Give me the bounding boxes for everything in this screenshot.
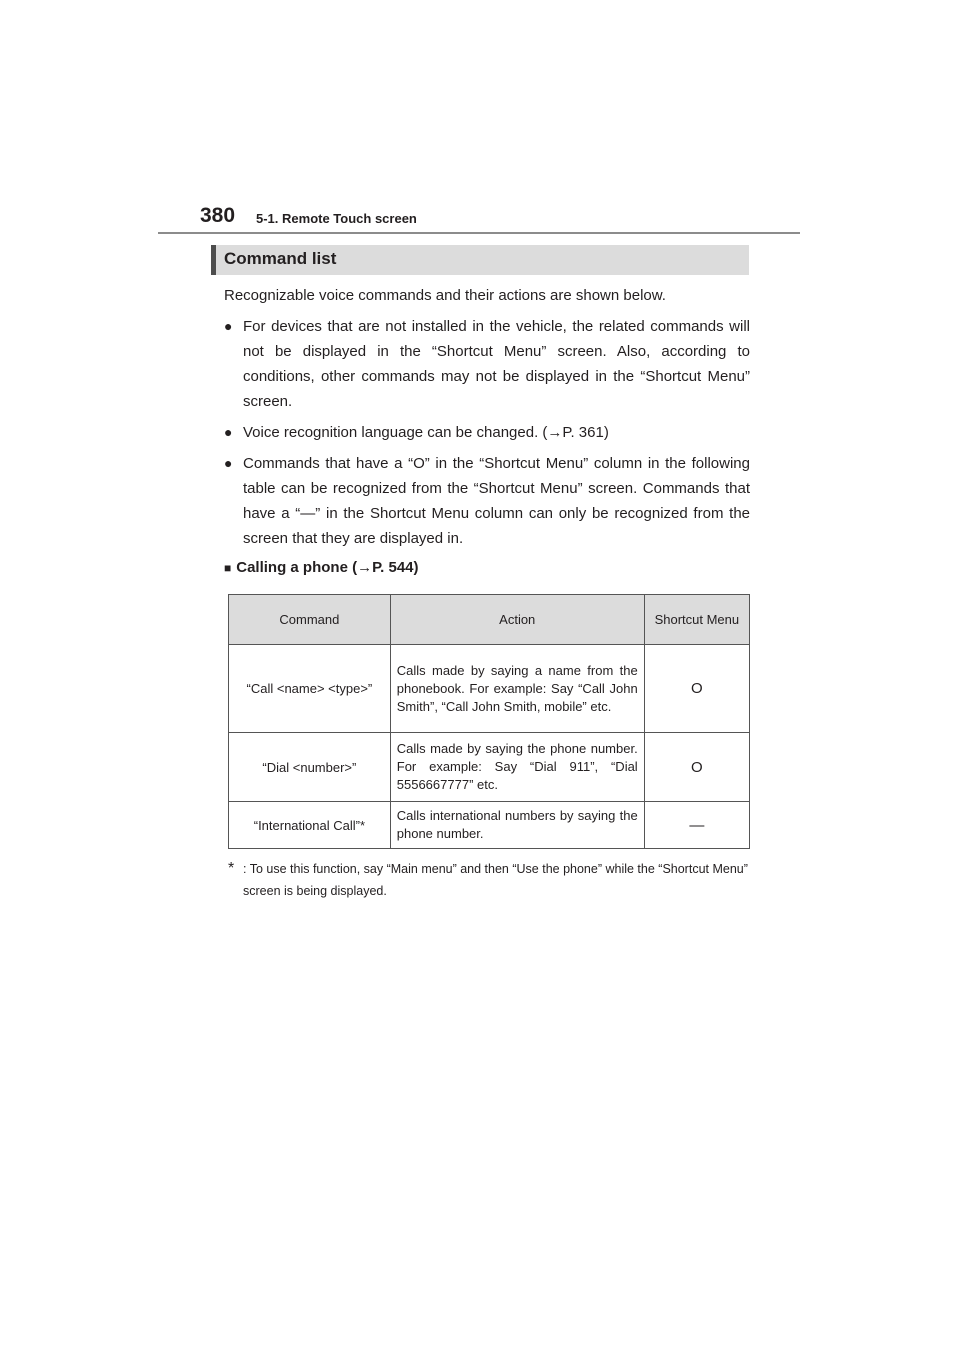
footnote-text: : To use this function, say “Main menu” and then “Use the phone” while the “Shortcut Menu” screen is being displayed. [243,862,748,898]
header-divider [158,232,800,234]
bullet-icon: ● [224,455,233,471]
section-title: Command list [224,249,337,268]
page-number: 380 [200,204,236,227]
bullet-icon: ● [224,318,233,334]
shortcut-cell: O [644,733,749,802]
table-row [229,802,750,849]
section-heading [211,245,749,275]
table-header-row [229,595,750,645]
subsection-title: Calling a phone (→P. 544) [236,559,419,576]
shortcut-cell: — [644,802,749,849]
action-cell: Calls made by saying a name from the phonebook. For example: Say “Call John Smith”, “Call John Smith, mobile” etc. [390,645,644,733]
table-row [229,733,750,802]
bullet-icon: ● [224,424,233,440]
command-cell: “International Call”* [229,802,391,849]
chapter-title: 5-1. Remote Touch screen [256,211,417,226]
footnote-marker: * [228,860,235,877]
bullet-item [224,420,750,445]
subsection-heading [224,559,419,576]
action-cell: Calls international numbers by saying the phone number. [390,802,644,849]
command-cell: “Call <name> <type>” [229,645,391,733]
bullet-text: Commands that have a “O” in the “Shortcut Menu” column in the following table can be recognized from the “Shortcut Menu” screen. Commands that have a “—” in the Shortcut Menu column can only be recognized from the screen that they are displayed in. [243,455,750,547]
bullet-item [224,314,750,414]
column-header-shortcut: Shortcut Menu [644,595,749,645]
command-cell: “Dial <number>” [229,733,391,802]
intro-paragraph: Recognizable voice commands and their actions are shown below. [224,287,666,304]
table-row [229,645,750,733]
bullet-text: For devices that are not installed in the vehicle, the related commands will not be displayed in the “Shortcut Menu” screen. Also, according to conditions, other commands may not be displayed in the “Shortcut Menu” screen. [243,318,750,410]
square-bullet-icon: ■ [224,561,232,575]
command-table [228,594,750,849]
footnote [228,858,750,902]
column-header-action: Action [390,595,644,645]
bullet-item [224,451,750,551]
column-header-command: Command [229,595,391,645]
action-cell: Calls made by saying the phone number. For example: Say “Dial 911”, “Dial 5556667777” etc. [390,733,644,802]
bullet-text: Voice recognition language can be changed. (→P. 361) [243,424,609,441]
shortcut-cell: O [644,645,749,733]
